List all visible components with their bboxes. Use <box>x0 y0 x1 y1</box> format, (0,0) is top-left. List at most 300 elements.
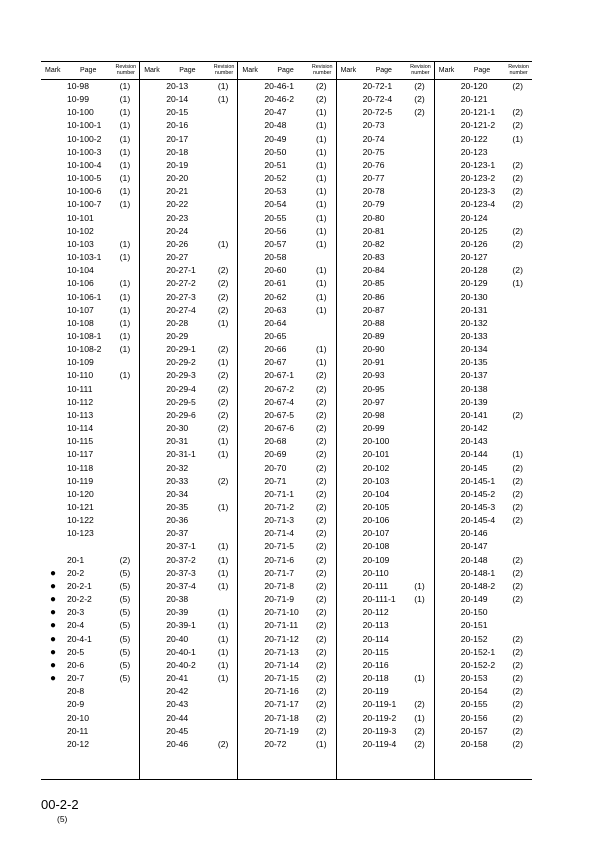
page-cell: 20-151 <box>460 620 488 631</box>
table-row <box>435 593 532 606</box>
page-cell: 20-127 <box>460 252 488 263</box>
page-cell: 20-64 <box>264 317 287 328</box>
table-row <box>41 514 139 527</box>
revision-cell: (1) <box>512 449 523 460</box>
page-cell: 10-103 <box>67 238 94 249</box>
revision-cell: (1) <box>316 304 327 315</box>
table-row <box>435 646 532 659</box>
table-row <box>140 159 237 172</box>
page-cell: 20-55 <box>264 212 287 223</box>
table-row <box>238 435 335 448</box>
table-column <box>139 62 237 779</box>
header-revision-line1: Revision <box>213 64 235 70</box>
page-cell: 20-63 <box>264 304 287 315</box>
table-row <box>41 646 139 659</box>
table-row <box>140 356 237 369</box>
table-row <box>435 356 532 369</box>
page-cell: 20-77 <box>362 173 385 184</box>
page-cell: 20-105 <box>362 502 390 512</box>
page-cell: 20-71-11 <box>264 620 299 631</box>
table-row <box>238 606 335 619</box>
page-cell: 20-103 <box>362 475 390 486</box>
page-cell: 20-148-2 <box>460 580 496 591</box>
revision-cell: (2) <box>512 659 523 670</box>
table-row <box>238 527 335 540</box>
table-row <box>238 93 335 106</box>
page-cell: 20-128 <box>460 265 488 276</box>
revision-cell: (5) <box>119 620 131 631</box>
revision-cell: (2) <box>119 554 131 565</box>
table-row <box>337 554 434 567</box>
revision-cell: (5) <box>119 567 131 578</box>
table-row <box>41 619 139 632</box>
table-row <box>140 146 237 159</box>
table-row <box>435 251 532 264</box>
table-row <box>41 633 139 646</box>
page-cell: 20-119 <box>362 686 389 697</box>
revision-cell: (1) <box>217 620 229 631</box>
table-row <box>41 212 139 225</box>
page-cell: 10-120 <box>67 488 94 499</box>
table-row <box>140 685 237 698</box>
revision-cell: (2) <box>217 738 229 749</box>
page-cell: 20-135 <box>460 357 488 368</box>
revision-cell: (2) <box>414 738 425 749</box>
page-cell: 20-11 <box>67 725 89 736</box>
table-row <box>140 212 237 225</box>
page-cell: 10-100-5 <box>67 173 102 184</box>
table-row <box>140 343 237 356</box>
page-cell: 20-84 <box>362 265 385 276</box>
page-cell: 10-101 <box>67 212 94 223</box>
table-row <box>140 619 237 632</box>
table-row <box>41 435 139 448</box>
table-row <box>140 172 237 185</box>
table-row <box>435 304 532 317</box>
table-row <box>238 146 335 159</box>
revision-cell: (2) <box>316 383 327 394</box>
revision-cell: (1) <box>414 594 425 605</box>
table-row <box>238 133 335 146</box>
revision-cell: (2) <box>316 475 327 486</box>
page-cell: 20-137 <box>460 370 488 381</box>
page-cell: 20-72-4 <box>362 94 393 105</box>
page-cell: 20-44 <box>166 712 189 723</box>
page-cell: 20-21 <box>166 186 189 197</box>
table-row <box>435 462 532 475</box>
table-row <box>140 554 237 567</box>
revision-cell: (2) <box>316 646 327 657</box>
table-row <box>435 475 532 488</box>
table-row <box>140 93 237 106</box>
table-row <box>238 659 335 672</box>
revision-cell: (1) <box>316 159 327 170</box>
revision-cell: (1) <box>119 133 131 144</box>
page-cell: 20-43 <box>166 699 189 710</box>
table-row <box>41 317 139 330</box>
revision-cell: (1) <box>119 370 131 381</box>
page-cell: 20-36 <box>166 515 189 526</box>
column-header <box>337 62 434 80</box>
revision-cell: (2) <box>512 265 523 276</box>
revision-cell: (2) <box>316 554 327 565</box>
table-row <box>238 383 335 396</box>
revision-cell: (2) <box>512 725 523 736</box>
table-row <box>140 698 237 711</box>
page-cell: 20-90 <box>362 344 385 355</box>
page-cell: 20-27-2 <box>166 278 196 289</box>
page-cell: 20-74 <box>362 133 385 144</box>
table-row <box>337 659 434 672</box>
table-row <box>238 356 335 369</box>
table-row <box>238 251 335 264</box>
revision-mark: ● <box>49 580 57 592</box>
revision-cell: (1) <box>119 291 131 302</box>
table-row <box>435 343 532 356</box>
page-cell: 20-81 <box>362 225 385 236</box>
page-cell: 20-47 <box>264 107 287 118</box>
page-cell: 10-99 <box>67 94 89 105</box>
table-row <box>238 554 335 567</box>
table-row <box>238 725 335 738</box>
page-cell: 10-100-4 <box>67 159 102 170</box>
table-row <box>140 409 237 422</box>
table-row <box>337 475 434 488</box>
revision-mark: ● <box>49 659 57 671</box>
table-row <box>238 369 335 382</box>
table-row <box>435 659 532 672</box>
revision-mark: ● <box>49 607 57 619</box>
page-cell: 20-62 <box>264 291 287 302</box>
page-cell: 20-76 <box>362 159 385 170</box>
page-cell: 20-121 <box>460 94 488 105</box>
page-cell: 20-14 <box>166 94 189 105</box>
revision-cell: (2) <box>512 738 523 749</box>
table-row <box>140 475 237 488</box>
page-cell: 20-133 <box>460 330 488 341</box>
page-cell: 20-100 <box>362 436 390 447</box>
table-row <box>41 725 139 738</box>
table-row <box>41 106 139 119</box>
table-row <box>140 198 237 211</box>
table-row <box>238 462 335 475</box>
revision-cell: (1) <box>316 186 327 197</box>
page-cell: 20-67-4 <box>264 396 294 407</box>
revision-cell: (1) <box>316 238 327 249</box>
page-cell: 10-113 <box>67 409 94 420</box>
table-row <box>41 119 139 132</box>
table-row <box>41 422 139 435</box>
revision-cell: (1) <box>217 580 229 591</box>
page-cell: 20-71-6 <box>264 554 294 565</box>
table-row <box>41 712 139 725</box>
table-row <box>337 488 434 501</box>
table-row <box>337 317 434 330</box>
revision-cell: (1) <box>119 146 131 157</box>
table-row <box>41 330 139 343</box>
table-row <box>41 238 139 251</box>
page-cell: 20-87 <box>362 304 385 315</box>
table-row <box>435 580 532 593</box>
header-revision-line2: number <box>509 70 528 76</box>
revision-cell: (1) <box>119 120 131 131</box>
revision-cell: (2) <box>414 725 425 736</box>
page-cell: 20-67-5 <box>264 409 294 420</box>
table-row <box>41 343 139 356</box>
table-row <box>238 317 335 330</box>
table-row <box>337 212 434 225</box>
page-cell: 10-107 <box>67 304 94 315</box>
table-row <box>435 330 532 343</box>
revision-cell: (2) <box>316 94 327 105</box>
page-cell: 20-56 <box>264 225 287 236</box>
page-cell: 20-154 <box>460 686 488 697</box>
revision-cell: (1) <box>217 357 229 368</box>
table-row <box>41 198 139 211</box>
page-cell: 20-30 <box>166 423 189 434</box>
revision-cell: (1) <box>316 212 327 223</box>
table-row <box>140 462 237 475</box>
page-cell: 20-118 <box>362 673 389 684</box>
revision-cell: (2) <box>217 423 229 434</box>
column-header <box>140 62 237 80</box>
table-row <box>337 567 434 580</box>
table-row <box>140 185 237 198</box>
page-cell: 20-148 <box>460 554 488 565</box>
table-row <box>238 409 335 422</box>
table-row <box>140 304 237 317</box>
header-mark: Mark <box>242 67 258 74</box>
revision-cell: (2) <box>217 383 229 394</box>
table-row <box>435 554 532 567</box>
revision-mark: ● <box>49 594 57 606</box>
table-row <box>140 396 237 409</box>
revision-cell: (2) <box>316 409 327 420</box>
revision-cell: (2) <box>512 238 523 249</box>
revision-cell: (2) <box>316 502 327 512</box>
page-cell: 20-115 <box>362 646 389 657</box>
page-cell: 20-51 <box>264 159 287 170</box>
table-row <box>435 225 532 238</box>
revision-cell: (2) <box>316 488 327 499</box>
table-row <box>435 409 532 422</box>
table-row <box>41 225 139 238</box>
table-row <box>435 712 532 725</box>
header-mark: Mark <box>144 67 160 74</box>
page-cell: 20-26 <box>166 238 189 249</box>
revision-cell: (1) <box>119 304 131 315</box>
revision-mark: ● <box>49 673 57 685</box>
page-cell: 20-157 <box>460 725 488 736</box>
revision-cell: (1) <box>316 278 327 289</box>
page-cell: 10-100-1 <box>67 120 102 131</box>
table-row <box>41 501 139 514</box>
revision-mark: ● <box>49 620 57 632</box>
page-cell: 20-3 <box>67 607 85 618</box>
revision-cell: (1) <box>119 278 131 289</box>
page-cell: 20-71-3 <box>264 515 294 526</box>
table-row <box>41 93 139 106</box>
table-row <box>435 264 532 277</box>
page-cell: 20-39 <box>166 607 189 618</box>
table-row <box>337 159 434 172</box>
table-row <box>337 251 434 264</box>
page-cell: 20-2 <box>67 567 85 578</box>
table-row <box>337 119 434 132</box>
table-row <box>238 712 335 725</box>
page-cell: 20-107 <box>362 528 390 539</box>
page-cell: 20-86 <box>362 291 385 302</box>
revision-cell: (2) <box>512 554 523 565</box>
page-cell: 10-123 <box>67 528 94 539</box>
table-row <box>337 422 434 435</box>
table-row <box>238 698 335 711</box>
page-cell: 20-35 <box>166 502 189 512</box>
header-revision-line1: Revision <box>311 64 333 70</box>
table-row <box>238 501 335 514</box>
page-cell: 20-123-1 <box>460 159 496 170</box>
table-row <box>41 659 139 672</box>
page-cell: 20-39-1 <box>166 620 196 631</box>
page-cell: 20-67-6 <box>264 423 294 434</box>
page-cell: 20-141 <box>460 409 488 420</box>
page-cell: 20-15 <box>166 107 189 118</box>
revision-cell: (1) <box>217 607 229 618</box>
revision-cell: (1) <box>512 278 523 289</box>
revision-cell: (2) <box>316 673 327 684</box>
table-row <box>435 633 532 646</box>
header-revision <box>214 64 235 76</box>
page-cell: 20-37-4 <box>166 580 196 591</box>
page-cell: 20-124 <box>460 212 488 223</box>
revision-cell: (1) <box>119 173 131 184</box>
revision-cell: (2) <box>316 462 327 473</box>
page-cell: 20-144 <box>460 449 488 460</box>
page-cell: 20-29-2 <box>166 357 196 368</box>
revision-cell: (5) <box>119 673 131 684</box>
table-row <box>41 448 139 461</box>
page-cell: 10-103-1 <box>67 252 102 263</box>
revision-cell: (2) <box>316 436 327 447</box>
page-cell: 20-71-8 <box>264 580 294 591</box>
table-row <box>337 304 434 317</box>
page-cell: 20-27-3 <box>166 291 196 302</box>
table-row <box>41 304 139 317</box>
table-row <box>435 93 532 106</box>
header-revision-line1: Revision <box>115 64 137 70</box>
page-cell: 20-70 <box>264 462 287 473</box>
revision-cell: (2) <box>217 291 229 302</box>
page-cell: 10-102 <box>67 225 94 236</box>
table-row <box>435 422 532 435</box>
revision-cell: (1) <box>316 120 327 131</box>
page-cell: 20-88 <box>362 317 385 328</box>
header-revision <box>116 64 137 76</box>
page-cell: 20-69 <box>264 449 287 460</box>
revision-cell: (1) <box>414 673 425 684</box>
revision-cell: (2) <box>316 567 327 578</box>
page-cell: 20-5 <box>67 646 85 657</box>
page-cell: 20-71-18 <box>264 712 299 723</box>
page-cell: 20-45 <box>166 725 189 736</box>
table-row <box>140 488 237 501</box>
page-cell: 20-31 <box>166 436 189 447</box>
page-cell: 20-24 <box>166 225 189 236</box>
revision-cell: (1) <box>316 146 327 157</box>
page-cell: 20-23 <box>166 212 189 223</box>
revision-cell: (2) <box>512 633 523 644</box>
revision-cell: (2) <box>512 646 523 657</box>
revision-cell: (2) <box>512 686 523 697</box>
page-cell: 20-37-3 <box>166 567 196 578</box>
table-row <box>337 435 434 448</box>
revision-cell: (1) <box>217 646 229 657</box>
header-page: Page <box>473 67 491 74</box>
page-cell: 20-152-2 <box>460 659 496 670</box>
page-cell: 20-153 <box>460 673 488 684</box>
page-cell: 20-19 <box>166 159 189 170</box>
revision-cell: (2) <box>316 699 327 710</box>
page-revision: (5) <box>57 814 68 824</box>
table-row <box>140 264 237 277</box>
revision-cell: (1) <box>119 238 131 249</box>
page-cell: 20-13 <box>166 81 189 91</box>
revision-cell: (1) <box>316 173 327 184</box>
revision-cell: (1) <box>316 107 327 118</box>
revision-mark: ● <box>49 646 57 658</box>
header-mark: Mark <box>45 67 61 74</box>
table-row <box>41 475 139 488</box>
table-row <box>140 225 237 238</box>
page-cell: 20-6 <box>67 659 85 670</box>
page-cell: 10-108 <box>67 317 94 328</box>
table-row <box>337 383 434 396</box>
page-cell: 20-114 <box>362 633 389 644</box>
table-row <box>337 540 434 553</box>
header-page: Page <box>375 67 392 74</box>
table-row <box>238 475 335 488</box>
table-row <box>435 501 532 514</box>
table-row <box>41 172 139 185</box>
revision-cell: (1) <box>217 567 229 578</box>
table-row <box>41 554 139 567</box>
revision-cell: (1) <box>414 712 425 723</box>
page-cell: 20-71-5 <box>264 541 294 552</box>
table-row <box>140 580 237 593</box>
page-cell: 20-71-7 <box>264 567 294 578</box>
revision-cell: (2) <box>512 81 523 91</box>
revision-cell: (1) <box>119 81 131 91</box>
table-row <box>238 672 335 685</box>
page-cell: 20-91 <box>362 357 385 368</box>
table-row <box>435 685 532 698</box>
table-row <box>140 119 237 132</box>
table-row <box>238 540 335 553</box>
table-row <box>337 646 434 659</box>
table-row <box>140 527 237 540</box>
page-cell: 20-72-1 <box>362 81 393 91</box>
revision-cell: (1) <box>217 449 229 460</box>
table-row <box>435 738 532 751</box>
page-cell: 20-149 <box>460 594 488 605</box>
revision-mark: ● <box>49 567 57 579</box>
page-cell: 20-60 <box>264 265 287 276</box>
table-row <box>41 133 139 146</box>
page-cell: 20-71-2 <box>264 502 294 512</box>
table-row <box>435 238 532 251</box>
revision-cell: (2) <box>217 344 229 355</box>
page-cell: 20-37 <box>166 528 189 539</box>
